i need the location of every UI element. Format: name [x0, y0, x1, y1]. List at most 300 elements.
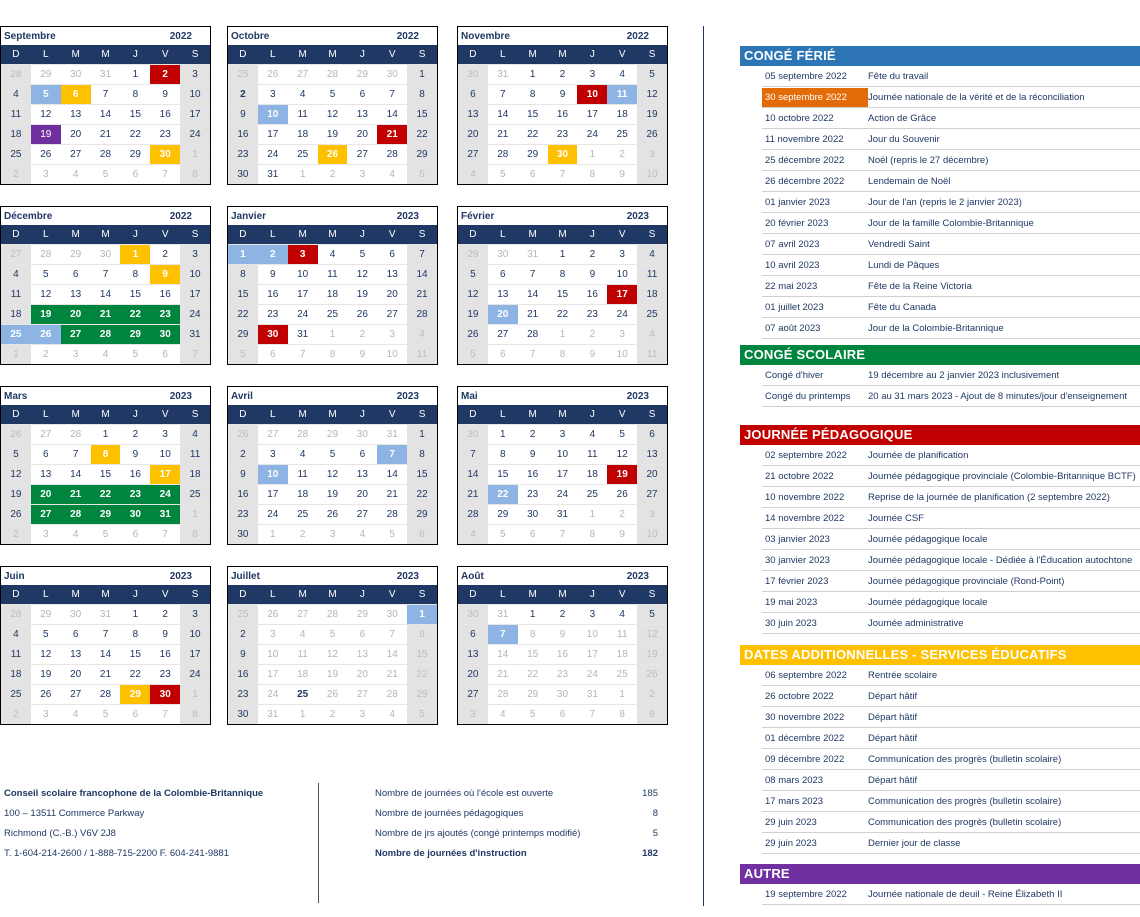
- weekday-header: J: [577, 225, 607, 244]
- day-cell: 7: [91, 624, 121, 644]
- day-cell: 3: [347, 704, 377, 724]
- day-cell: 2: [607, 144, 637, 164]
- weekday-header: V: [377, 225, 407, 244]
- legend-row: [762, 276, 1140, 297]
- day-cell: 7: [150, 164, 180, 184]
- day-cell: 7: [488, 624, 518, 644]
- day-cell: 15: [518, 644, 548, 664]
- legend-description: Rentrée scolaire: [868, 669, 938, 681]
- weekday-header: D: [458, 45, 488, 64]
- day-cell: 8: [318, 344, 348, 364]
- day-cell: 23: [150, 664, 180, 684]
- day-cell: 1: [548, 324, 578, 344]
- day-cell: 27: [61, 144, 91, 164]
- day-cell: 30: [150, 684, 180, 704]
- legend-row: [762, 884, 1140, 905]
- day-cell: 16: [228, 484, 258, 504]
- day-cell: 1: [518, 604, 548, 624]
- weekday-header: M: [61, 45, 91, 64]
- day-cell: 26: [31, 144, 61, 164]
- legend-row: [762, 592, 1140, 613]
- day-cell: 3: [347, 164, 377, 184]
- day-cell: 2: [228, 444, 258, 464]
- day-cell: 30: [61, 604, 91, 624]
- day-cell: 22: [407, 664, 437, 684]
- day-cell: 5: [637, 64, 667, 84]
- day-cell: 29: [61, 244, 91, 264]
- day-cell: 6: [548, 704, 578, 724]
- day-cell: 11: [1, 104, 31, 124]
- day-cell: 18: [607, 644, 637, 664]
- weekday-header: M: [318, 45, 348, 64]
- day-cell: 24: [180, 304, 210, 324]
- weekday-header: S: [180, 405, 210, 424]
- school-board-info: [4, 784, 263, 864]
- legend-date: 20 février 2023: [765, 217, 829, 229]
- legend-description: 19 décembre au 2 janvier 2023 inclusivement: [868, 369, 1060, 381]
- day-cell: 5: [318, 624, 348, 644]
- legend-description: Fête de la Reine Victoria: [868, 280, 972, 292]
- day-cell: 11: [288, 104, 318, 124]
- day-cell: 18: [180, 464, 210, 484]
- day-cell: 30: [228, 164, 258, 184]
- weekday-header: V: [377, 405, 407, 424]
- day-cell: 8: [518, 624, 548, 644]
- legend-description: Départ hâtif: [868, 711, 918, 723]
- day-cell: 3: [288, 244, 318, 264]
- weekday-header: L: [31, 225, 61, 244]
- day-cell: 12: [637, 624, 667, 644]
- day-cell: 7: [91, 264, 121, 284]
- day-cell: 4: [458, 164, 488, 184]
- legend-row: [762, 255, 1140, 276]
- day-cell: 20: [31, 484, 61, 504]
- day-cell: 28: [91, 684, 121, 704]
- month-calendar: [457, 566, 668, 725]
- legend-date: 05 septembre 2022: [765, 70, 847, 82]
- legend-row: [762, 445, 1140, 466]
- day-cell: 2: [1, 164, 31, 184]
- day-cell: 30: [150, 324, 180, 344]
- month-calendar: [227, 386, 438, 545]
- weekday-header: D: [228, 45, 258, 64]
- day-cell: 28: [91, 324, 121, 344]
- legend-date: 22 mai 2023: [765, 280, 818, 292]
- day-cell: 8: [120, 624, 150, 644]
- day-cell: 8: [180, 524, 210, 544]
- day-cell: 6: [637, 424, 667, 444]
- day-cell: 1: [318, 324, 348, 344]
- month-calendar: [0, 206, 211, 365]
- day-cell: 3: [258, 624, 288, 644]
- day-cell: 29: [120, 324, 150, 344]
- legend-date: 11 novembre 2022: [765, 133, 844, 145]
- weekday-header: J: [347, 585, 377, 604]
- day-cell: 30: [458, 64, 488, 84]
- day-cell: 26: [258, 604, 288, 624]
- day-cell: 27: [31, 424, 61, 444]
- day-cell: 17: [258, 664, 288, 684]
- legend-row: [762, 386, 1140, 407]
- day-cell: 8: [607, 704, 637, 724]
- day-cell: 15: [488, 464, 518, 484]
- month-header: [458, 567, 667, 585]
- legend-description: Journée CSF: [868, 512, 924, 524]
- day-cell: 5: [347, 244, 377, 264]
- legend-description: 20 au 31 mars 2023 - Ajout de 8 minutes/jour d'enseignement: [868, 390, 1128, 402]
- day-cell: 23: [228, 504, 258, 524]
- day-cell: 26: [637, 124, 667, 144]
- day-cell: 1: [548, 244, 578, 264]
- day-cell: 27: [347, 144, 377, 164]
- day-cell: 17: [288, 284, 318, 304]
- day-cell: 5: [318, 84, 348, 104]
- day-cell: 9: [120, 444, 150, 464]
- phone-line: T. 1-604-214-2600 / 1-888-715-2200 F. 604-241-9881: [4, 848, 229, 859]
- day-cell: 4: [607, 64, 637, 84]
- day-cell: 20: [347, 124, 377, 144]
- day-cell: 4: [61, 164, 91, 184]
- day-cell: 1: [407, 64, 437, 84]
- weekday-header: M: [288, 225, 318, 244]
- legend-date: 10 novembre 2022: [765, 491, 845, 503]
- day-cell: 10: [288, 264, 318, 284]
- day-cell: 28: [488, 684, 518, 704]
- day-cell: 27: [347, 684, 377, 704]
- weekday-header: V: [607, 405, 637, 424]
- day-cell: 10: [607, 264, 637, 284]
- day-cell: 29: [518, 684, 548, 704]
- day-cell: 30: [377, 604, 407, 624]
- day-cell: 4: [637, 324, 667, 344]
- legend-row: [762, 508, 1140, 529]
- divider-footer: [318, 783, 319, 903]
- weekday-header: J: [120, 405, 150, 424]
- day-cell: 5: [91, 704, 121, 724]
- day-cell: 3: [607, 244, 637, 264]
- day-cell: 1: [407, 604, 437, 624]
- day-cell: 11: [607, 624, 637, 644]
- weekday-header: V: [150, 405, 180, 424]
- day-cell: 20: [488, 304, 518, 324]
- day-cell: 25: [607, 664, 637, 684]
- legend-date: 01 janvier 2023: [765, 196, 830, 208]
- day-cell: 14: [488, 644, 518, 664]
- legend-description: Communication des progrès (bulletin scolaire): [868, 795, 1062, 807]
- day-cell: 6: [120, 164, 150, 184]
- legend-date: 21 octobre 2022: [765, 470, 834, 482]
- weekday-header: L: [258, 225, 288, 244]
- day-cell: 24: [258, 504, 288, 524]
- day-cell: 2: [607, 504, 637, 524]
- day-cell: 16: [548, 104, 578, 124]
- weekday-header: D: [228, 405, 258, 424]
- weekday-header: M: [548, 585, 578, 604]
- day-cell: 8: [228, 264, 258, 284]
- day-cell: 24: [577, 124, 607, 144]
- day-cell: 4: [180, 424, 210, 444]
- day-cell: 15: [91, 464, 121, 484]
- weekday-header: M: [318, 225, 348, 244]
- legend-row: [762, 234, 1140, 255]
- day-cell: 13: [458, 104, 488, 124]
- legend-description: Jour de la Colombie-Britannique: [868, 322, 1004, 334]
- day-cell: 31: [150, 504, 180, 524]
- legend-date: 17 février 2023: [765, 575, 829, 587]
- legend-description: Journée pédagogique locale: [868, 596, 988, 608]
- weekday-header: J: [120, 45, 150, 64]
- day-cell: 29: [91, 504, 121, 524]
- day-cell: 20: [458, 664, 488, 684]
- day-cell: 9: [607, 164, 637, 184]
- legend-date: 19 mai 2023: [765, 596, 818, 608]
- day-cell: 7: [150, 524, 180, 544]
- day-cell: 31: [488, 64, 518, 84]
- day-cell: 6: [347, 84, 377, 104]
- day-cell: 9: [347, 344, 377, 364]
- day-cell: 21: [458, 484, 488, 504]
- day-cell: 14: [91, 104, 121, 124]
- stats-table: [375, 784, 658, 864]
- legend-description: Journée nationale de deuil - Reine Élizabeth II: [868, 888, 1063, 900]
- day-cell: 6: [458, 84, 488, 104]
- day-cell: 7: [488, 84, 518, 104]
- day-cell: 5: [377, 524, 407, 544]
- day-cell: 11: [180, 444, 210, 464]
- day-cell: 8: [180, 164, 210, 184]
- month-calendar: [457, 386, 668, 545]
- day-cell: 1: [407, 424, 437, 444]
- day-cell: 8: [91, 444, 121, 464]
- day-cell: 8: [407, 84, 437, 104]
- day-cell: 2: [150, 64, 180, 84]
- legend-row: [762, 487, 1140, 508]
- day-cell: 30: [258, 324, 288, 344]
- day-cell: 29: [347, 604, 377, 624]
- day-cell: 15: [407, 464, 437, 484]
- day-cell: 5: [637, 604, 667, 624]
- day-cell: 4: [91, 344, 121, 364]
- legend-description: Action de Grâce: [868, 112, 937, 124]
- day-cell: 27: [637, 484, 667, 504]
- day-cell: 1: [120, 604, 150, 624]
- day-cell: 26: [607, 484, 637, 504]
- day-cell: 6: [31, 444, 61, 464]
- day-cell: 13: [377, 264, 407, 284]
- day-cell: 24: [150, 484, 180, 504]
- day-cell: 4: [288, 444, 318, 464]
- day-cell: 19: [31, 304, 61, 324]
- day-cell: 22: [518, 664, 548, 684]
- month-name: Mars: [4, 390, 28, 402]
- day-cell: 3: [258, 444, 288, 464]
- month-calendar: [227, 566, 438, 725]
- day-cell: 31: [488, 604, 518, 624]
- day-cell: 5: [407, 164, 437, 184]
- day-cell: 9: [258, 264, 288, 284]
- day-cell: 8: [120, 84, 150, 104]
- month-calendar: [0, 566, 211, 725]
- day-cell: 13: [347, 464, 377, 484]
- day-cell: 5: [607, 424, 637, 444]
- legend-description: Fête du Canada: [868, 301, 937, 313]
- day-cell: 14: [488, 104, 518, 124]
- day-cell: 17: [150, 464, 180, 484]
- day-cell: 18: [577, 464, 607, 484]
- day-cell: 31: [288, 324, 318, 344]
- day-cell: 11: [407, 344, 437, 364]
- day-cell: 23: [228, 684, 258, 704]
- legend-description: Lendemain de Noël: [868, 175, 951, 187]
- day-cell: 25: [228, 64, 258, 84]
- day-cell: 31: [258, 704, 288, 724]
- day-cell: 4: [377, 164, 407, 184]
- day-cell: 2: [31, 344, 61, 364]
- day-cell: 14: [518, 284, 548, 304]
- day-cell: 19: [318, 484, 348, 504]
- day-cell: 15: [548, 284, 578, 304]
- weekday-header: D: [1, 225, 31, 244]
- day-cell: 28: [458, 504, 488, 524]
- day-cell: 23: [577, 304, 607, 324]
- day-cell: 14: [61, 464, 91, 484]
- day-grid: [228, 405, 437, 544]
- month-header: [228, 387, 437, 405]
- day-cell: 3: [377, 324, 407, 344]
- month-name: Décembre: [4, 210, 53, 222]
- weekday-header: V: [377, 585, 407, 604]
- day-cell: 16: [258, 284, 288, 304]
- legend-row: [762, 213, 1140, 234]
- day-cell: 5: [458, 264, 488, 284]
- weekday-header: J: [577, 405, 607, 424]
- day-cell: 29: [347, 64, 377, 84]
- day-cell: 22: [228, 304, 258, 324]
- day-cell: 3: [577, 604, 607, 624]
- legend-date: 29 juin 2023: [765, 816, 817, 828]
- day-cell: 1: [180, 144, 210, 164]
- day-cell: 26: [228, 424, 258, 444]
- day-cell: 7: [150, 704, 180, 724]
- day-cell: 17: [180, 284, 210, 304]
- day-cell: 21: [377, 124, 407, 144]
- day-cell: 2: [120, 424, 150, 444]
- day-cell: 13: [61, 284, 91, 304]
- day-cell: 5: [1, 444, 31, 464]
- day-cell: 19: [637, 104, 667, 124]
- day-cell: 29: [488, 504, 518, 524]
- stat-row: [375, 824, 658, 844]
- day-cell: 26: [318, 144, 348, 164]
- day-cell: 21: [518, 304, 548, 324]
- weekday-header: M: [518, 45, 548, 64]
- org-name: Conseil scolaire francophone de la Colombie-Britannique: [4, 788, 264, 799]
- day-cell: 2: [228, 624, 258, 644]
- month-name: Janvier: [231, 210, 267, 222]
- weekday-header: L: [488, 405, 518, 424]
- day-grid: [458, 405, 667, 544]
- day-cell: 6: [518, 164, 548, 184]
- weekday-header: L: [258, 405, 288, 424]
- legend-date: 17 mars 2023: [765, 795, 824, 807]
- stat-label: Nombre de journées pédagogiques: [375, 808, 524, 819]
- legend-description: Journée pédagogique locale - Dédiée à l'Éducation autochtone: [868, 554, 1133, 566]
- legend-date: 30 septembre 2022: [762, 88, 868, 107]
- day-cell: 2: [518, 424, 548, 444]
- weekday-header: V: [150, 225, 180, 244]
- day-cell: 10: [150, 444, 180, 464]
- day-cell: 25: [288, 144, 318, 164]
- day-cell: 15: [407, 644, 437, 664]
- day-cell: 8: [577, 164, 607, 184]
- legend-date: Congé du printemps: [765, 390, 851, 402]
- day-cell: 29: [120, 684, 150, 704]
- day-cell: 2: [347, 324, 377, 344]
- weekday-header: M: [91, 45, 121, 64]
- day-cell: 31: [91, 64, 121, 84]
- day-cell: 2: [548, 64, 578, 84]
- day-cell: 28: [318, 64, 348, 84]
- day-cell: 12: [318, 464, 348, 484]
- legend-date: 10 avril 2023: [765, 259, 820, 271]
- day-cell: 4: [1, 84, 31, 104]
- day-cell: 6: [61, 264, 91, 284]
- weekday-header: M: [548, 45, 578, 64]
- legend-section: [740, 425, 1140, 634]
- legend-date: 30 juin 2023: [765, 617, 817, 629]
- day-cell: 25: [577, 484, 607, 504]
- day-cell: 28: [61, 504, 91, 524]
- day-cell: 30: [458, 604, 488, 624]
- day-cell: 27: [31, 504, 61, 524]
- day-cell: 2: [577, 244, 607, 264]
- month-year: 2022: [396, 30, 419, 42]
- day-cell: 28: [31, 244, 61, 264]
- day-cell: 22: [91, 484, 121, 504]
- day-cell: 21: [61, 484, 91, 504]
- month-name: Juillet: [231, 570, 260, 582]
- day-cell: 21: [377, 484, 407, 504]
- day-cell: 4: [288, 84, 318, 104]
- day-cell: 16: [150, 644, 180, 664]
- legend-date: 07 avril 2023: [765, 238, 820, 250]
- weekday-header: M: [61, 225, 91, 244]
- section-title: CONGÉ SCOLAIRE: [740, 345, 1140, 365]
- legend-description: Communication des progrès (bulletin scolaire): [868, 753, 1062, 765]
- legend-date: 25 décembre 2022: [765, 154, 845, 166]
- day-cell: 8: [407, 624, 437, 644]
- weekday-header: J: [577, 585, 607, 604]
- day-cell: 8: [180, 704, 210, 724]
- day-cell: 3: [318, 524, 348, 544]
- day-cell: 31: [91, 604, 121, 624]
- day-cell: 15: [120, 104, 150, 124]
- day-cell: 10: [637, 524, 667, 544]
- weekday-header: M: [288, 585, 318, 604]
- legend-description: Journée pédagogique provinciale (Rond-Point): [868, 575, 1065, 587]
- day-cell: 30: [488, 244, 518, 264]
- day-cell: 16: [228, 124, 258, 144]
- day-cell: 19: [637, 644, 667, 664]
- day-cell: 18: [288, 124, 318, 144]
- day-cell: 5: [91, 524, 121, 544]
- day-cell: 24: [180, 664, 210, 684]
- weekday-header: M: [91, 585, 121, 604]
- weekday-header: S: [637, 585, 667, 604]
- day-cell: 26: [1, 504, 31, 524]
- legend-date: 30 novembre 2022: [765, 711, 845, 723]
- day-cell: 3: [180, 244, 210, 264]
